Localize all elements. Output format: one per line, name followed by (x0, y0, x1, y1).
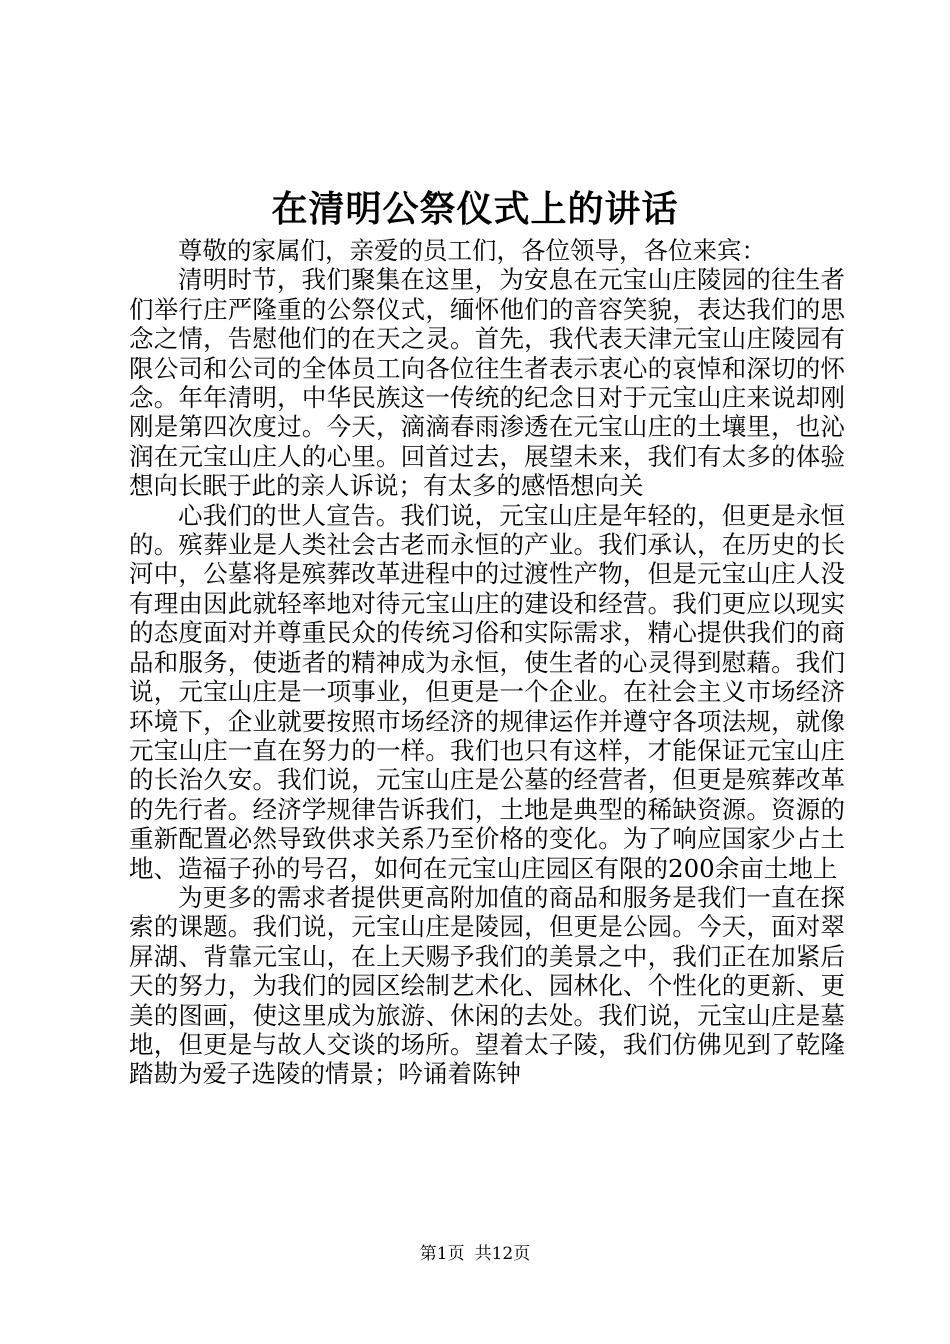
paragraph-salutation: 尊敬的家属们，亲爱的员工们，各位领导，各位来宾： (178, 236, 766, 265)
total-pages: 共12页 (474, 1244, 531, 1264)
paragraph-3: 为更多的需求者提供更高附加值的商品和服务是我们一直在探索的课题。我们说，元宝山庄是陵园，但更是公园。今天，面对翠屏湖、背靠元宝山，在上天赐予我们的美景之中，我们正在加紧后天的努力，为我们的园区绘制艺术化、园林化、个性化的更新、更美的图画，使这里成为旅游、休闲的去处。我们说，元宝山庄是墓地，但更是与故人交谈的场所。望着太子陵，我们仿佛见到了乾隆踏勘为爱子选陵的情景；吟诵着陈钟 (129, 882, 845, 1089)
paragraph-2: 心我们的世人宣告。我们说，元宝山庄是年轻的，但更是永恒的。殡葬业是人类社会古老而永恒的产业。我们承认，在历史的长河中，公墓将是殡葬改革进程中的过渡性产物，但是元宝山庄人没有理由因此就轻率地对待元宝山庄的建设和经营。我们更应以现实的态度面对并尊重民众的传统习俗和实际需求，精心提供我们的商品和服务，使逝者的精神成为永恒，使生者的心灵得到慰藉。我们说，元宝山庄是一项事业，但更是一个企业。在社会主义市场经济环境下，企业就要按照市场经济的规律运作并遵守各项法规，就像元宝山庄一直在努力的一样。我们也只有这样，才能保证元宝山庄的长治久安。我们说，元宝山庄是公墓的经营者，但更是殡葬改革的先行者。经济学规律告诉我们，土地是典型的稀缺资源。资源的重新配置必然导致供求关系乃至价格的变化。为了响应国家少占土地、造福子孙的号召，如何在元宝山庄园区有限的200余亩土地上 (129, 500, 845, 883)
paragraph-1: 清明时节，我们聚集在这里，为安息在元宝山庄陵园的往生者们举行庄严隆重的公祭仪式，缅怀他们的音容笑貌，表达我们的思念之情，告慰他们的在天之灵。首先，我代表天津元宝山庄陵园有限公司和公司的全体员工向各位往生者表示衷心的哀悼和深切的怀念。年年清明，中华民族这一传统的纪念日对于元宝山庄来说却刚刚是第四次度过。今天，滴滴春雨渗透在元宝山庄的土壤里，也沁润在元宝山庄人的心里。回首过去，展望未来，我们有太多的体验想向长眠于此的亲人诉说；有太多的感悟想向关 (129, 265, 845, 501)
page-footer (0, 1242, 950, 1266)
document-body (129, 236, 845, 1089)
page-number: 第1页 (419, 1244, 465, 1264)
document-title: 在清明公祭仪式上的讲话 (271, 188, 679, 230)
